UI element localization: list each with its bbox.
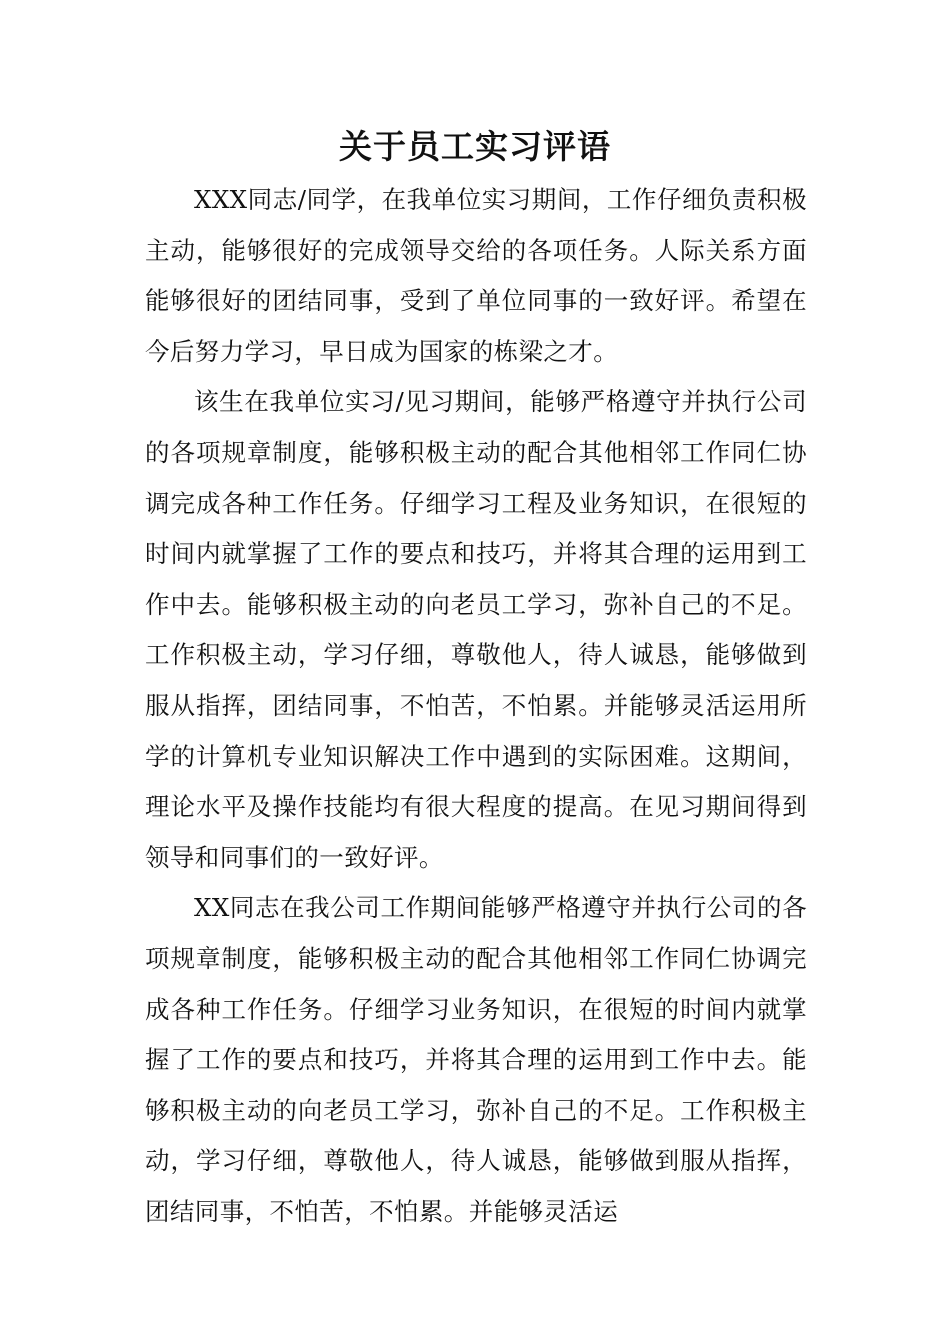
paragraph-3: XX同志在我公司工作期间能够严格遵守并执行公司的各项规章制度，能够积极主动的配合其他相邻工作同仁协调完成各种工作任务。仔细学习业务知识，在很短的时间内就掌握了工作的要点和技巧，并将其合理的运用到工作中去。能够积极主动的向老员工学习，弥补自己的不足。工作积极主动，学习仔细，尊敬他人，待人诚恳，能够做到服从指挥，团结同事，不怕苦，不怕累。并能够灵活运 (145, 893, 807, 1226)
paragraph-2: 该生在我单位实习/见习期间，能够严格遵守并执行公司的各项规章制度，能够积极主动的配合其他相邻工作同仁协调完成各种工作任务。仔细学习工程及业务知识，在很短的时间内就掌握了工作的要点和技巧，并将其合理的运用到工作中去。能够积极主动的向老员工学习，弥补自己的不足。工作积极主动，学习仔细，尊敬他人，待人诚恳，能够做到服从指挥，团结同事，不怕苦，不怕累。并能够灵活运用所学的计算机专业知识解决工作中遇到的实际困难。这期间，理论水平及操作技能均有很大程度的提高。在见习期间得到领导和同事们的一致好评。 (145, 387, 807, 872)
paragraph-1: XXX同志/同学，在我单位实习期间，工作仔细负责积极主动，能够很好的完成领导交给的各项任务。人际关系方面能够很好的团结同事，受到了单位同事的一致好评。希望在今后努力学习，早日成为国家的栋梁之才。 (145, 185, 807, 366)
document-body (145, 175, 807, 1237)
document-title: 关于员工实习评语 (339, 127, 611, 166)
